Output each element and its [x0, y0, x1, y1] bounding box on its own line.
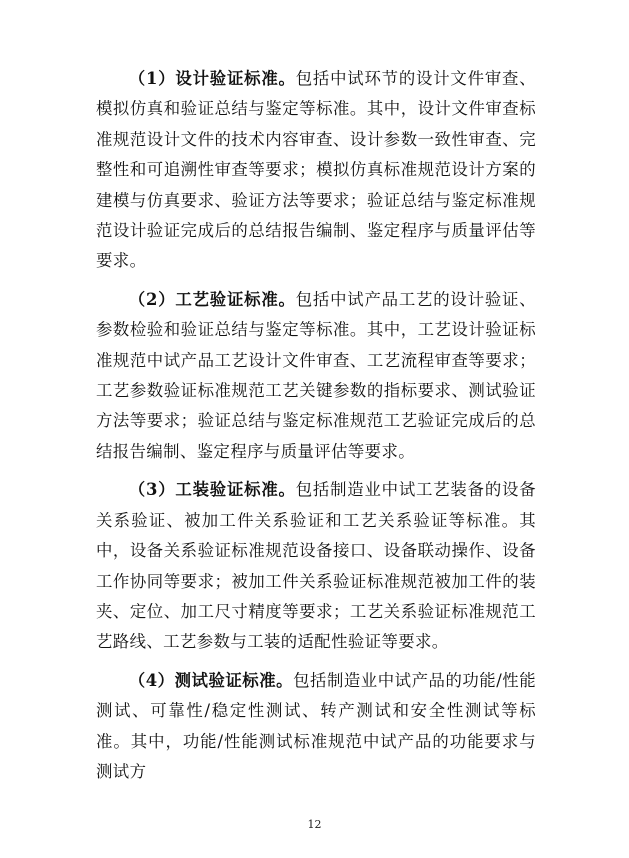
- document-body: [96, 64, 536, 795]
- paragraph-text: 包括制造业中试工艺装备的设备关系验证、被加工件关系验证和工艺关系验证等标准。其中，设备关系验证标准规范设备接口、设备联动操作、设备工作协同等要求；被加工件关系验证标准规范被加工件的装夹、定位、加工尺寸精度等要求；工艺关系验证标准规范工艺路线、工艺参数与工装的适配性验证等要求。: [96, 480, 536, 652]
- paragraph-process-verification: [96, 285, 536, 467]
- paragraph-design-verification: [96, 64, 536, 277]
- paragraph-lead: （2）工艺验证标准。: [128, 289, 296, 309]
- paragraph-lead: （3）工装验证标准。: [128, 480, 296, 500]
- paragraph-text: 包括制造业中试产品的功能/性能测试、可靠性/稳定性测试、转产测试和安全性测试等标准。其中，功能/性能测试标准规范中试产品的功能要求与测试方: [96, 670, 536, 781]
- paragraph-text: 包括中试产品工艺的设计验证、参数检验和验证总结与鉴定等标准。其中，工艺设计验证标准规范中试产品工艺设计文件审查、工艺流程审查等要求；工艺参数验证标准规范工艺关键参数的指标要求、测试验证方法等要求；验证总结与鉴定标准规范工艺验证完成后的总结报告编制、鉴定程序与质量评估等要求。: [96, 289, 536, 461]
- paragraph-lead: （1）设计验证标准。: [128, 69, 296, 88]
- paragraph-text: 包括中试环节的设计文件审查、模拟仿真和验证总结与鉴定等标准。其中，设计文件审查标准规范设计文件的技术内容审查、设计参数一致性审查、完整性和可追溯性审查等要求；模拟仿真标准规范设计方案的建模与仿真要求、验证方法等要求；验证总结与鉴定标准规范设计验证完成后的总结报告编制、鉴定程序与质量评估等要求。: [96, 69, 536, 271]
- paragraph-lead: （4）测试验证标准。: [128, 670, 294, 690]
- page-number: 12: [307, 818, 322, 831]
- paragraph-test-verification: [96, 666, 536, 788]
- paragraph-tooling-verification: [96, 475, 536, 657]
